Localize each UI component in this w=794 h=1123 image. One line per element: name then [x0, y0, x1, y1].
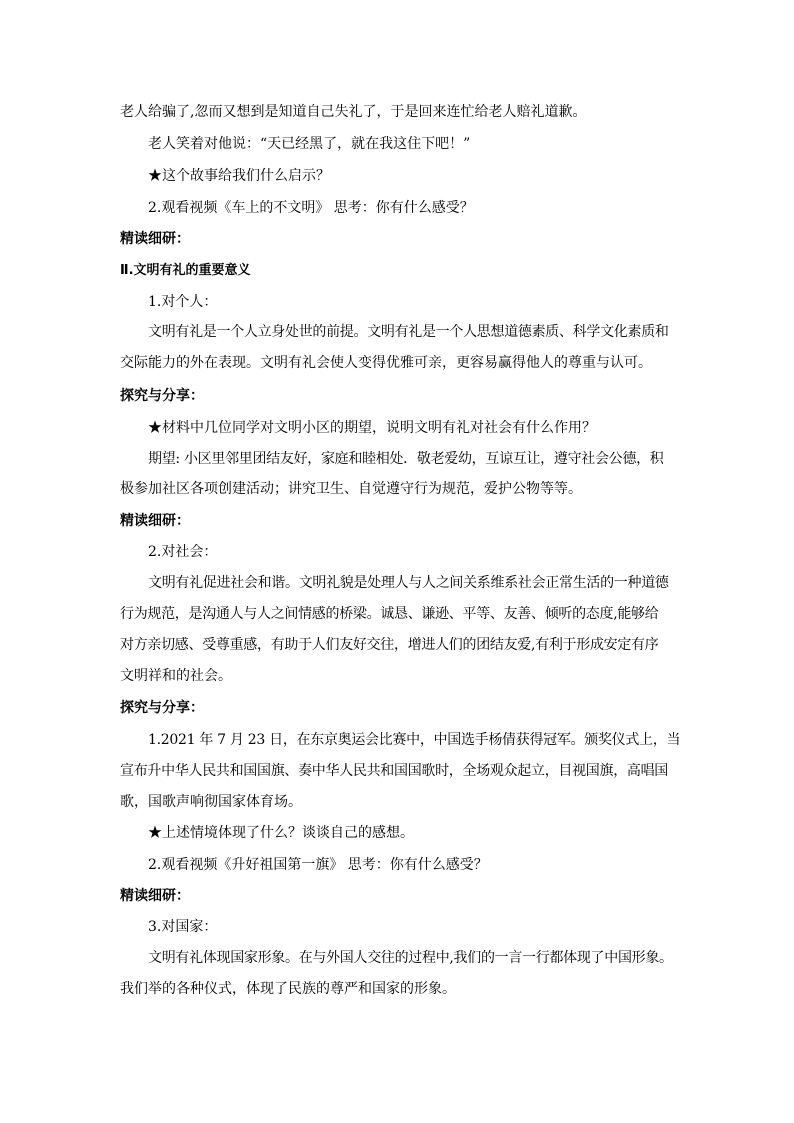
paragraph-line: 文明有礼是一个人立身处世的前提。文明有礼是一个人思想道德素质、科学文化素质和: [148, 324, 669, 340]
subsection-title: 1.对个人：: [148, 294, 218, 310]
paragraph-line: 极参加社区各项创建活动；讲究卫生、自觉遵守行为规范，爱护公物等等。: [120, 481, 582, 497]
paragraph-line: 文明有礼促进社会和谐。文明礼貌是处理人与人之间关系维系社会正常生活的一种道德: [148, 575, 669, 591]
paragraph-line: 文明祥和的社会。: [120, 668, 232, 684]
paragraph-line: 老人笑着对他说：“天已经黑了，就在我这住下吧！”: [148, 136, 471, 152]
section-heading-tanjiu: 探究与分享：: [120, 388, 204, 404]
paragraph-line: 老人给骗了,忽而又想到是知道自己失礼了，于是回来连忙给老人赔礼道歉。: [120, 104, 587, 120]
paragraph-line: 歌，国歌声响彻国家体育场。: [120, 794, 302, 810]
paragraph-line: 我们举的各种仪式，体现了民族的尊严和国家的形象。: [120, 981, 456, 997]
subsection-title: 2.对社会：: [148, 544, 218, 560]
paragraph-line: 1.2021 年 7 月 23 日，在东京奥运会比赛中，中国选手杨倩获得冠军。颁奖仪式上，当: [148, 732, 681, 748]
task-line: 2.观看视频《升好祖国第一旗》 思考：你有什么感受？: [148, 857, 488, 873]
task-line: 2.观看视频《车上的不文明》 思考：你有什么感受？: [148, 200, 474, 216]
section-heading-jingdu: 精读细研：: [120, 888, 190, 904]
paragraph-line: 宣布升中华人民共和国国旗、奏中华人民共和国国歌时，全场观众起立，目视国旗，高唱国: [120, 763, 668, 779]
question-line: ★这个故事给我们什么启示？: [148, 168, 330, 184]
section-heading-jingdu: 精读细研：: [120, 513, 190, 529]
section-heading-jingdu: 精读细研：: [120, 231, 190, 247]
question-line: ★材料中几位同学对文明小区的期望，说明文明有礼对社会有什么作用？: [148, 420, 596, 436]
paragraph-line: 对方亲切感、受尊重感，有助于人们友好交往，增进人们的团结友爱,有利于形成安定有序: [120, 637, 659, 653]
section-title: Ⅱ.文明有礼的重要意义: [120, 263, 251, 278]
paragraph-line: 期望: 小区里邻里团结友好，家庭和睦相处．敬老爱幼，互谅互让，遵守社会公德，积: [148, 451, 664, 467]
paragraph-line: 文明有礼体现国家形象。在与外国人交往的过程中,我们的一言一行都体现了中国形象。: [148, 950, 673, 966]
paragraph-line: 行为规范，是沟通人与人之间情感的桥梁。诚恳、谦逊、平等、友善、倾听的态度,能够给: [120, 606, 659, 622]
paragraph-line: 交际能力的外在表现。文明有礼会使人变得优雅可亲，更容易赢得他人的尊重与认可。: [120, 355, 652, 371]
subsection-title: 3.对国家：: [148, 919, 218, 935]
section-heading-tanjiu: 探究与分享：: [120, 700, 204, 716]
question-line: ★上述情境体现了什么？谈谈自己的感想。: [148, 825, 414, 841]
